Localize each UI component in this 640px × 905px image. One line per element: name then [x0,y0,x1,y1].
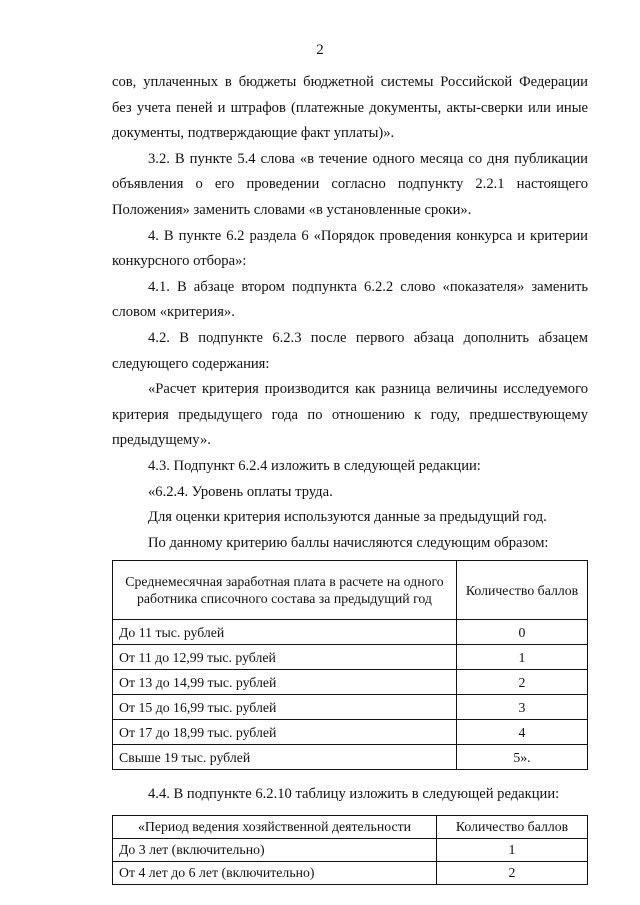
paragraph-4-4: 4.4. В подпункте 6.2.10 таблицу изложить в следующей редакции: [148,786,560,803]
table-cell: 3 [457,695,588,720]
table-header-row [113,815,588,838]
salary-points-table [112,560,588,770]
table-cell: 4 [457,720,588,745]
table-row [113,620,588,645]
paragraph-continuation: сов, уплаченных в бюджеты бюджетной системы Российской Федерации без учета пеней и штрафов (платежные документы, акты-сверки или иные документы, подтверждающие факт уплаты)». [112,74,588,142]
table-cell: От 17 до 18,99 тыс. рублей [113,720,457,745]
table-header-cell: Количество баллов [437,815,588,838]
document-body [112,70,588,885]
table-row [113,745,588,770]
table-row [113,838,588,861]
table-cell: 0 [457,620,588,645]
paragraph-4-3: 4.3. Подпункт 6.2.4 изложить в следующей редакции: [148,457,481,474]
table-row [113,670,588,695]
table-cell: До 11 тыс. рублей [113,620,457,645]
paragraph-quote-calculation: «Расчет критерия производится как разница величины исследуемого критерия предыдущего года по отношению к году, предшествующему предыдущему». [112,381,588,449]
activity-period-table [112,815,588,885]
table-header-cell: Количество баллов [457,561,588,620]
paragraph-evaluation-data: Для оценки критерия используются данные за предыдущий год. [148,509,547,526]
table-cell: 5». [457,745,588,770]
table-cell: 2 [457,670,588,695]
table-cell: Свыше 19 тыс. рублей [113,745,457,770]
table-row [113,645,588,670]
table-cell: От 11 до 12,99 тыс. рублей [113,645,457,670]
paragraph-3-2: 3.2. В пункте 5.4 слова «в течение одного месяца со дня публикации объявления о его проведении согласно подпункту 2.2.1 настоящего Положения» заменить словами «в установленные сроки». [112,150,588,218]
table-header-cell: «Период ведения хозяйственной деятельности [113,815,437,838]
table-cell: От 4 лет до 6 лет (включительно) [113,861,437,884]
table-header-cell: Среднемесячная заработная плата в расчете на одного работника списочного состава за предыдущий год [113,561,457,620]
table-header-row [113,561,588,620]
table-cell: 1 [457,645,588,670]
page-number: 2 [316,42,324,58]
paragraph-points-intro: По данному критерию баллы начисляются следующим образом: [148,534,549,551]
paragraph-4-1: 4.1. В абзаце втором подпункта 6.2.2 слово «показателя» заменить словом «критерия». [112,278,588,321]
table-row [113,720,588,745]
table-cell: От 15 до 16,99 тыс. рублей [113,695,457,720]
table-cell: 2 [437,861,588,884]
table-row [113,861,588,884]
paragraph-4: 4. В пункте 6.2 раздела 6 «Порядок проведения конкурса и критерии конкурсного отбора»: [112,227,588,270]
paragraph-6-2-4: «6.2.4. Уровень оплаты труда. [148,483,333,500]
table-cell: 1 [437,838,588,861]
paragraph-4-2: 4.2. В подпункте 6.2.3 после первого абзаца дополнить абзацем следующего содержания: [112,329,588,372]
table-row [113,695,588,720]
table-cell: От 13 до 14,99 тыс. рублей [113,670,457,695]
table-cell: До 3 лет (включительно) [113,838,437,861]
